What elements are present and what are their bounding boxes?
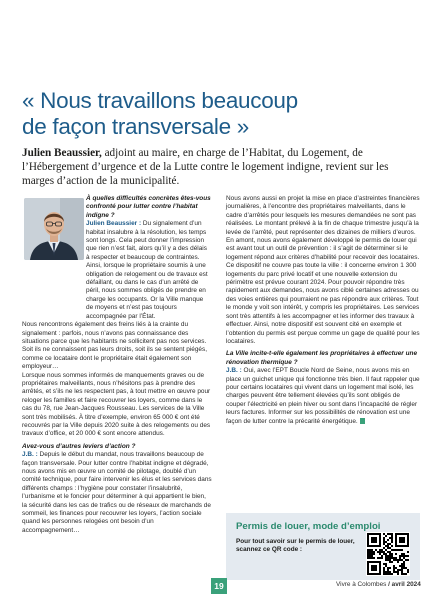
answer-3-text: Oui, avec l’EPT Boucle Nord de Seine, nous avons mis en place un guichet unique qui fonctionne très bien. Il faut rappeler que pour certains locataires qui vivent dans un logement mal isolé, les charges peuvent être tellement élevées qu’ils sont obligés de couper l’électricité en plein hiver ou sont dans l’incapacité de régler leurs factures. Informer sur les possibilités de rénovation est une façon de lutter contre la précarité énergétique. [226, 367, 420, 425]
right-paragraph-1: Nous avons aussi en projet la mise en place d’astreintes financières journalières, à l’encontre des propriétaires malveillants, dans le cadre d’arrêtés pour lesquels les mesures demandées ne sont pas réalisées. Le montant prélevé à la fin de chaque trimestre jusqu’à la levée de l’arrêté, peut représenter des dizaines de milliers d’euros. [226, 195, 420, 236]
title-line-2: de façon transversale » [22, 114, 249, 139]
magazine-issue: / avril 2024 [386, 581, 421, 588]
question-2: Avez-vous d’autres leviers d’action ? [22, 442, 136, 450]
box-text: Pour tout savoir sur le permis de louer, scannez ce QR code : [236, 538, 355, 554]
answer-1-paragraph-3: Lorsque nous sommes informés de manquements graves ou de propriétaires malveillants, nous n’hésitons pas à prendre des arrêtés, et s’ils ne les respectent pas, à tout mettre en œuvre pour reloger les familles et faire recouvrer les loyers, comme dans le cas du 78, rue Jean-Jacques Rousseau. Les services de la Ville sont très mobilisés. À titre d’exemple, environ 65 000 € ont été recouvrés par la Ville depuis 2020 suite à des relogements ou des travaux d’office, et 20 000 € sont encore attendus. [22, 371, 211, 438]
magazine-footer [336, 581, 421, 588]
column-left [22, 195, 212, 535]
speaker-1: Julien Beaussier : [86, 220, 142, 228]
lead-text: adjoint au maire, en charge de l’Habitat, du Logement, de l’Hébergement d’urgence et de la Lutte contre le logement indigne, revient sur les marges d’action de la municipalité. [22, 147, 389, 188]
box-title: Permis de louer, mode d’emploi [236, 521, 381, 532]
answer-2 [22, 451, 212, 535]
answer-1-start: Du signalement d’un habitat insalubre à la résolution, les temps sont longs. Cela peut donner l’impression que rien n’est fait, alors qu’il y a des délais à respecter et beaucoup de contraintes. Ainsi, lorsque le propriétaire soumis à une obligation de relogement ou de travaux est défaillant, ou dans le cas d’un arrêté de péril, nous sommes obligés de prendre en charge les occupants. Or la Ville manque de moyens et n’est pas toujours accompagnée par l’État. [86, 220, 208, 320]
qr-code[interactable] [366, 532, 410, 576]
end-of-article-mark [360, 418, 365, 424]
question-1: À quelles difficultés concrètes êtes-vous confronté pour lutter contre l’habitat indigne ? [86, 195, 211, 219]
article-lead [22, 146, 422, 189]
lead-name: Julien Beaussier, [22, 147, 102, 159]
right-paragraph-2: En amont, nous avons également développé le permis de louer qui est avant tout un outil de prévention : il s’agit de déterminer si le logement répond aux critères d’habilité pour recevoir des locataires. Ce dispositif ne couvre pas toute la ville : il concerne environ 1 300 logements du parc privé locatif et une nouvelle extension du périmètre est prévue courant 2024. Pour pouvoir répondre très rapidement aux demandes, nous avons ciblé certaines adresses ou des voies entières qui pourraient ne pas répondre aux critères. Tout le monde y voit son intérêt, y compris les propriétaires. Les services sont très attentifs à les accompagner et les informer des travaux à effectuer. Ainsi, notre dispositif est souvent cité en exemple et l’obtention du permis est perçue comme un gage de qualité pour les locataires. [226, 237, 420, 345]
speaker-2: J.B. : [22, 451, 38, 459]
answer-3 [226, 367, 421, 426]
column-right [226, 195, 421, 426]
page-number: 19 [211, 578, 227, 594]
answer-1-paragraph-2: Nous rencontrons également des freins liés à la crainte du signalement : parfois, nous n’avons pas connaissance des situations parce que les habitants ne sollicitent pas nos services. Soit ils ne connaissent pas leurs droits, soit ils se sentent piégés, comme ce locataire dont le propriétaire était également son employeur… [22, 321, 207, 371]
article-title [22, 88, 422, 140]
qr-code-graphic [366, 532, 410, 576]
title-line-1: « Nous travaillons beaucoup [22, 88, 298, 113]
permis-de-louer-box [226, 513, 420, 580]
magazine-name: Vivre à Colombes [336, 581, 387, 588]
answer-2-text: Depuis le début du mandat, nous travaillons beaucoup de façon transversale. Pour lutter contre l’habitat indigne et dégradé, nous avons mis en œuvre un comité de pilotage, doublé d’un comité technique, pour faire intervenir les élus et les services dans différents champs : l’hygiène pour constater l’insalubrité, l’urbanisme et le foncier pour déterminer à qui appartient le bien, la sécurité dans les cas de trafics ou de réseaux de marchands de sommeil, les finances pour recouvrer les loyers, l’action sociale quand les personnes relogées ont besoin d’un accompagnement… [22, 451, 212, 534]
top-band [0, 0, 439, 6]
question-3: La Ville incite-t-elle également les propriétaires à effectuer une rénovation thermique ? [226, 350, 418, 366]
speaker-3: J.B. : [226, 367, 242, 375]
answer-1-intro [86, 220, 212, 321]
